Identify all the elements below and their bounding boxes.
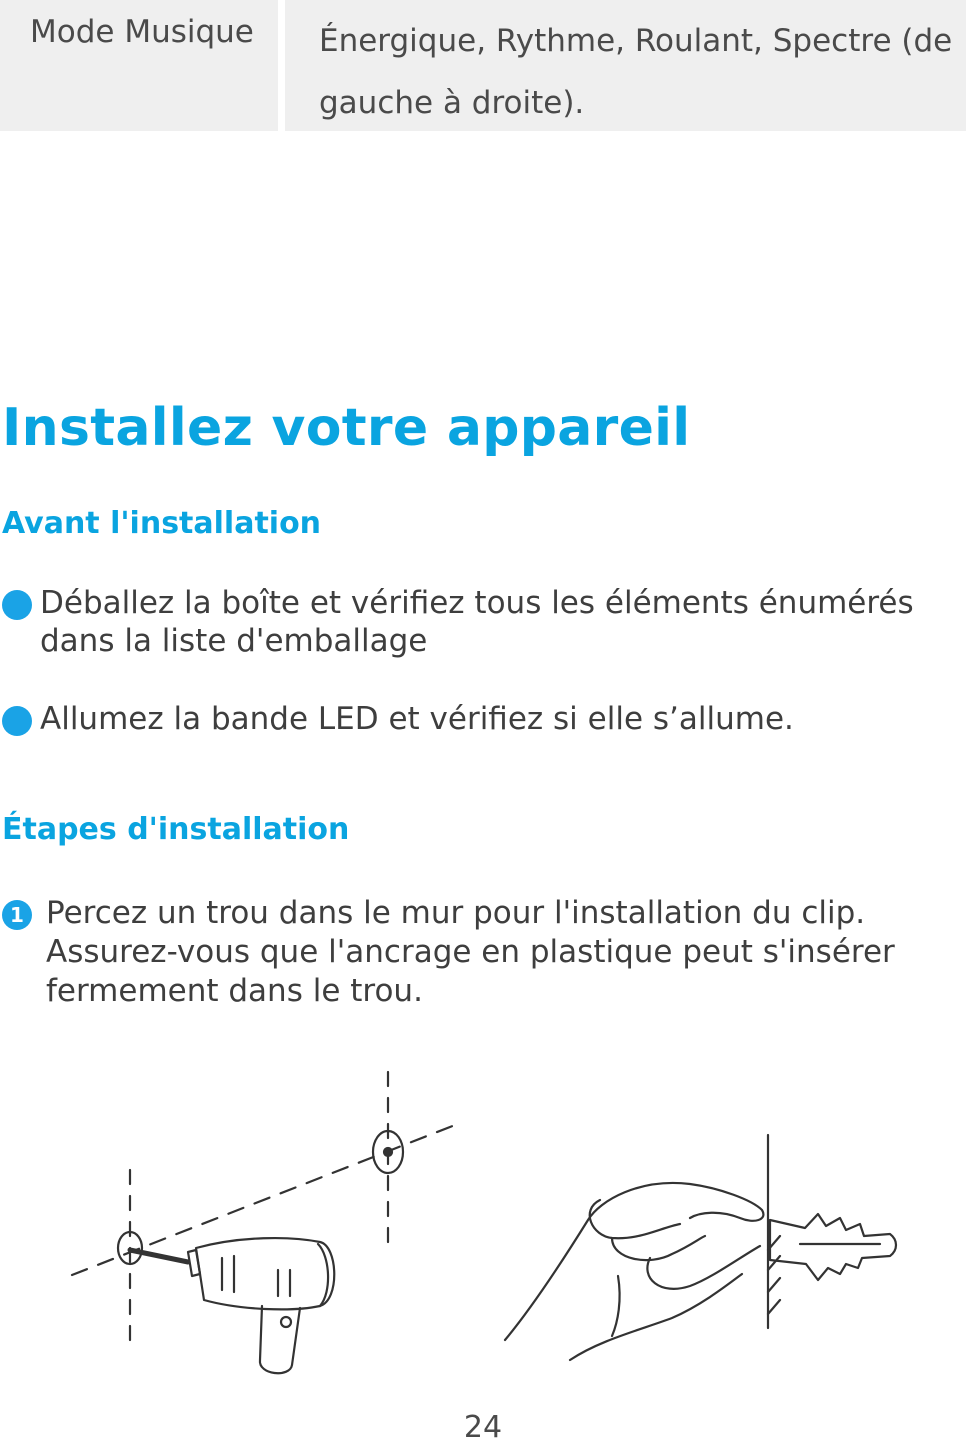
drill-icon xyxy=(72,1072,455,1373)
bullet-dot-icon xyxy=(2,706,32,736)
list-item-text: Déballez la boîte et vérifiez tous les éléments énumérés dans la liste d'emballage xyxy=(40,585,914,659)
installation-steps-heading: Étapes d'installation xyxy=(2,812,350,847)
bullet-dot-icon xyxy=(2,590,32,620)
section-title: Installez votre appareil xyxy=(2,398,691,458)
table-value-cell: Énergique, Rythme, Roulant, Spectre (de gauche à droite). xyxy=(285,0,966,131)
page-number: 24 xyxy=(463,1410,503,1445)
music-mode-table-row xyxy=(0,0,966,131)
step-item xyxy=(2,894,926,1011)
hand-inserting-anchor-icon xyxy=(505,1135,896,1360)
step-number-badge: 1 xyxy=(2,900,32,930)
step-text: Percez un trou dans le mur pour l'installation du clip. Assurez-vous que l'ancrage en plastique peut s'insérer fermement dans le trou. xyxy=(46,895,895,1009)
table-label-cell: Mode Musique xyxy=(0,0,278,131)
list-item xyxy=(2,700,940,738)
drilling-illustration xyxy=(0,1060,966,1380)
list-item xyxy=(2,584,940,660)
before-installation-heading: Avant l'installation xyxy=(2,506,322,541)
list-item-text: Allumez la bande LED et vérifiez si elle s’allume. xyxy=(40,701,794,737)
